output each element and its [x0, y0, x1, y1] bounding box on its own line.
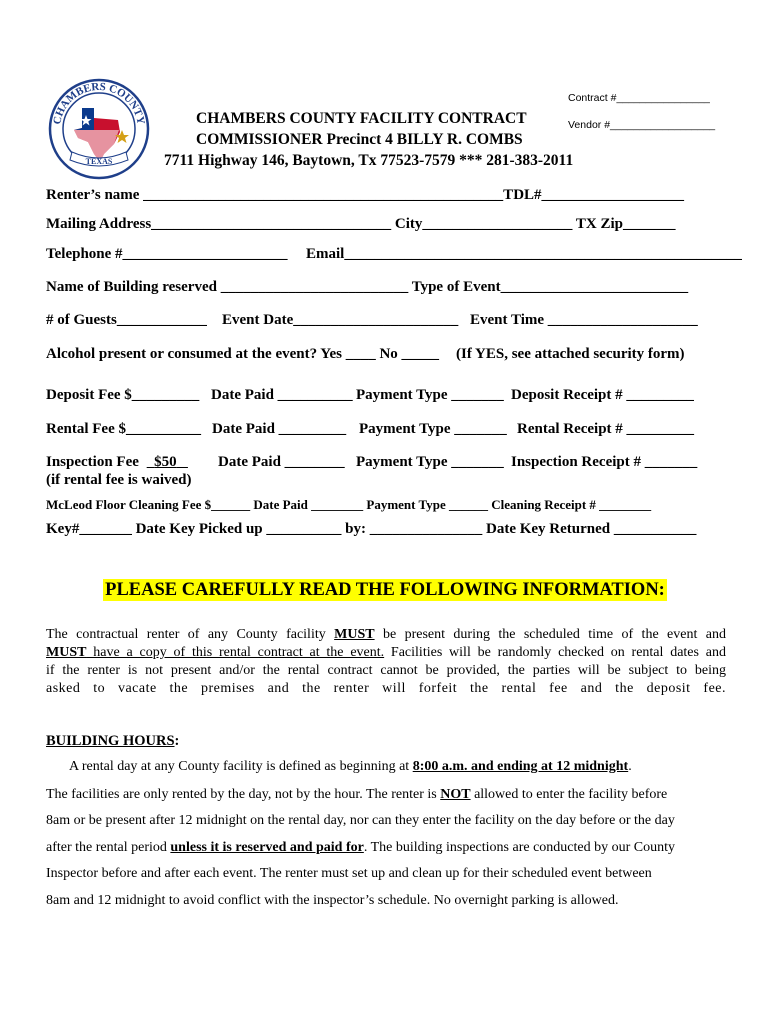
deposit-date-field[interactable]: Date Paid __________: [211, 387, 353, 403]
deposit-payment-field[interactable]: Payment Type _______: [356, 387, 504, 403]
hours-line-2: [46, 787, 667, 803]
notice-text: Facilities will be randomly checked on rental dates and: [384, 645, 726, 660]
email-field[interactable]: Email_____________________________________________________: [306, 246, 742, 262]
notice-paragraph: [46, 626, 726, 698]
key-field[interactable]: Key#_______ Date Key Picked up __________ by: _______________ Date Key Returned ___________: [46, 521, 697, 537]
hours-text: The facilities are only rented by the day, not by the hour. The renter is: [46, 787, 441, 802]
hours-line-5: Inspector before and after each event. The renter must set up and clean up for their scheduled event between: [46, 866, 652, 881]
vendor-number-field[interactable]: Vendor #__________________: [568, 119, 716, 131]
not-emphasis: NOT: [440, 787, 471, 802]
notice-line-2: [46, 644, 726, 662]
hours-text: A rental day at any County facility is defined as beginning at: [69, 759, 413, 774]
hours-text: after the rental period: [46, 840, 171, 855]
notice-line-3: if the renter is not present and/or the rental contract cannot be provided, the parties will be subject to being: [46, 663, 726, 678]
county-seal-logo: [48, 78, 150, 180]
inspection-payment-field[interactable]: Payment Type _______: [356, 454, 504, 470]
notice-text: have a copy of this rental contract at the event.: [86, 645, 385, 660]
inspection-fee-amount: $50: [154, 454, 177, 470]
hours-line-6: 8am and 12 midnight to avoid conflict with the inspector’s schedule. No overnight parking is allowed.: [46, 893, 619, 908]
notice-banner: [0, 580, 770, 601]
building-event-type-field[interactable]: Name of Building reserved _________________________ Type of Event_________________________: [46, 279, 689, 295]
contract-number-field[interactable]: Contract #________________: [568, 92, 710, 104]
notice-text: be present during the scheduled time of the event and: [374, 627, 726, 642]
rental-receipt-field[interactable]: Rental Receipt # _________: [517, 421, 695, 437]
hours-emphasis: unless it is reserved and paid for: [170, 840, 364, 855]
mailing-address-field[interactable]: Mailing Address________________________________ City____________________ TX Zip_______: [46, 216, 676, 232]
renters-name-field[interactable]: Renter’s name ________________________________________________TDL#___________________: [46, 187, 685, 203]
form-subtitle: COMMISSIONER Precinct 4 BILLY R. COMBS: [196, 131, 523, 148]
inspection-fee-label: [46, 454, 188, 471]
alcohol-field[interactable]: Alcohol present or consumed at the event? Yes ____ No _____: [46, 346, 440, 362]
rental-date-field[interactable]: Date Paid _________: [212, 421, 347, 437]
building-hours-heading-text: BUILDING HOURS: [46, 733, 175, 749]
seal-ribbon-text: TEXAS: [85, 157, 113, 166]
hours-line-3: 8am or be present after 12 midnight on the rental day, nor can they enter the facility on the day before or the day: [46, 813, 675, 828]
hours-emphasis: 8:00 a.m. and ending at 12 midnight: [412, 759, 629, 774]
rental-payment-field[interactable]: Payment Type _______: [359, 421, 507, 437]
telephone-field[interactable]: Telephone #______________________: [46, 246, 288, 262]
deposit-receipt-field[interactable]: Deposit Receipt # _________: [511, 387, 694, 403]
heading-colon: :: [174, 733, 180, 749]
hours-line-1: [69, 759, 632, 775]
cleaning-fee-field[interactable]: McLeod Floor Cleaning Fee $______ Date Paid ________ Payment Type ______ Cleaning Receipt # ________: [46, 497, 652, 512]
inspection-fee-value: [147, 454, 188, 470]
event-date-field[interactable]: Event Date______________________: [222, 312, 459, 328]
notice-text: The contractual renter of any County facility: [46, 627, 335, 642]
deposit-fee-field[interactable]: Deposit Fee $_________: [46, 387, 200, 403]
inspection-receipt-field[interactable]: Inspection Receipt # _______: [511, 454, 698, 470]
hours-text: allowed to enter the facility before: [470, 787, 668, 802]
form-address: 7711 Highway 146, Baytown, Tx 77523-7579 *** 281-383-2011: [164, 152, 574, 169]
rental-fee-field[interactable]: Rental Fee $__________: [46, 421, 201, 437]
svg-text:CHAMBERS COUNTY: CHAMBERS COUNTY: [51, 80, 147, 126]
notice-line-1: [46, 626, 726, 644]
inspection-note: (if rental fee is waived): [46, 472, 192, 488]
notice-line-4: asked to vacate the premises and the renter will forfeit the rental fee and the deposit fee.: [46, 681, 726, 696]
inspection-fee-text: Inspection Fee: [46, 454, 139, 470]
must-emphasis: MUST: [334, 627, 375, 642]
hours-line-4: [46, 840, 675, 856]
event-time-field[interactable]: Event Time ____________________: [470, 312, 698, 328]
alcohol-note: (If YES, see attached security form): [456, 346, 685, 362]
must-emphasis: MUST: [46, 645, 87, 660]
form-title: CHAMBERS COUNTY FACILITY CONTRACT: [196, 110, 527, 127]
notice-banner-text: PLEASE CAREFULLY READ THE FOLLOWING INFORMATION:: [105, 580, 665, 600]
inspection-date-field[interactable]: Date Paid ________: [218, 454, 345, 470]
hours-text: . The building inspections are conducted by our County: [363, 840, 676, 855]
hours-text: .: [628, 759, 632, 774]
building-hours-heading: [46, 733, 179, 750]
guests-field[interactable]: # of Guests____________: [46, 312, 207, 328]
